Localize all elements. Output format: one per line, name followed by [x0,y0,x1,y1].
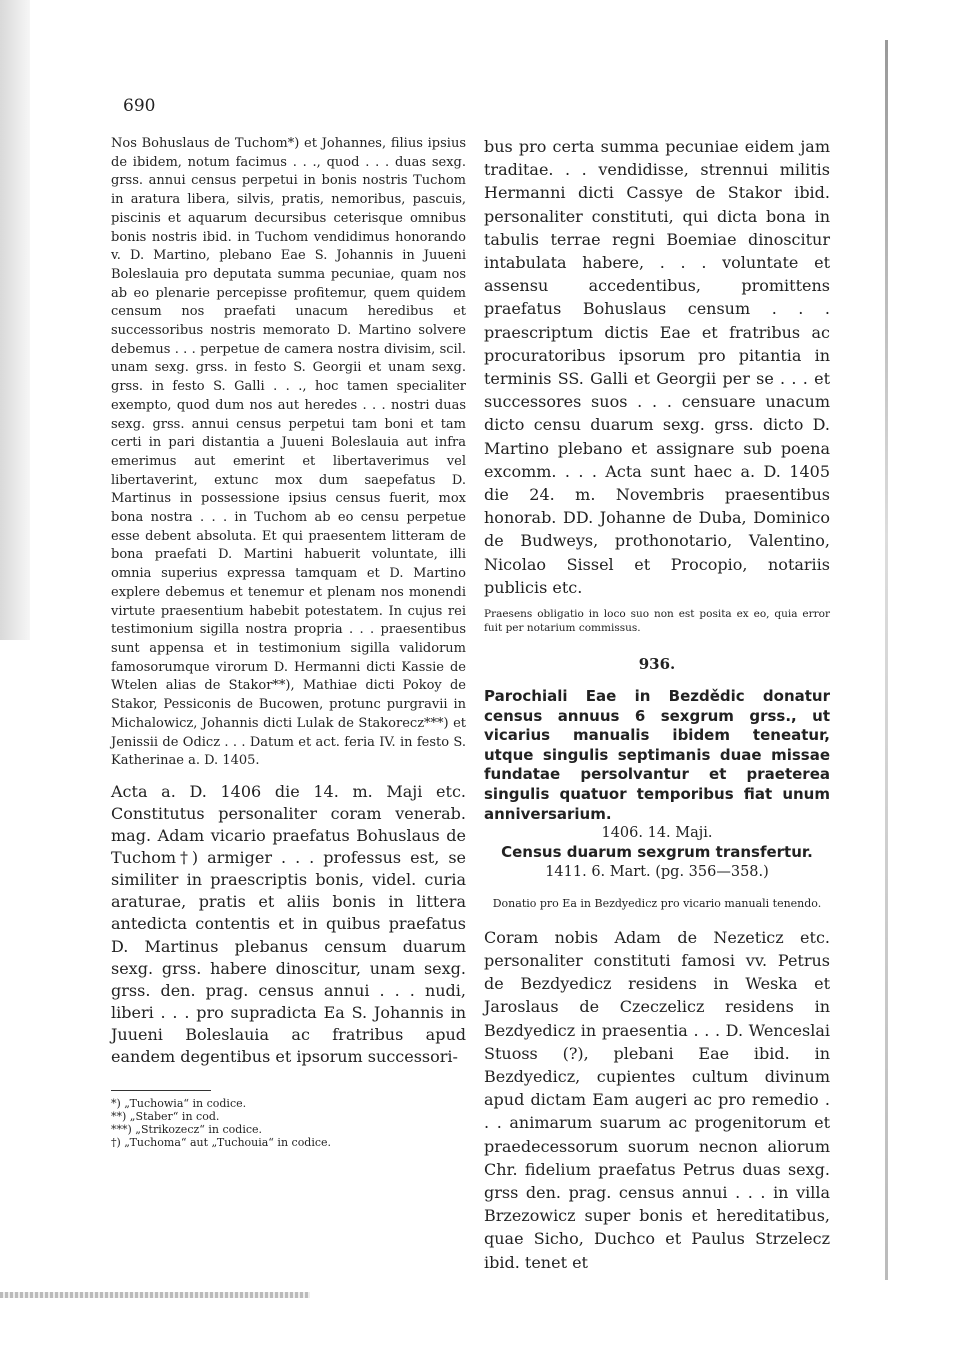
left-column [111,135,466,1149]
scan-artifact-bottom [0,1292,310,1298]
footnote: †) „Tuchoma“ aut „Tuchouia“ in codice. [111,1136,332,1150]
editorial-note: Praesens obligatio in loco suo non est posita ex eo, quia error fuit per notarium commissus. [484,608,830,635]
regest: Donatio pro Ea in Bezdyedicz pro vicario manuali tenendo. [492,896,822,910]
heading-date: 1406. 14. Maji. [601,825,713,842]
footnotes [111,1097,466,1149]
document-heading: Parochiali Eae in Bezdědic donatur census annuus 6 sexgrum grss., ut vicarius manualis ibidem teneatur, utque singulis septimanis duae missae fundatae persolvantur et praeterea singulis quatuor temporibus fiat unum anniversarium. [484,687,830,823]
scan-shadow-right [885,40,888,1280]
heading-transfer: Census duarum sexgrum transfertur. [501,843,813,862]
charter-text: Coram nobis Adam de Nezeticz etc. personaliter constituti famosi vv. Petrus de Bezdyedicz residens in Weska et Jaroslaus de Czeczelicz residens in Bezdyedicz in praesentia . . . D. Wenceslai Stuoss (?), plebani Eae ibid. in Bezdyedicz, cupientes cultum divinum apud dictam Eam augeri ac pro remedio . . . animarum suarum ac progenitorum et praedecessorum suorum necnon aliorum Chr. fidelium praefatus Petrus duas sexg. grss den. prag. census annui . . . in villa Brzezowicz super bonis et hereditatibus, quae Sicho, Duchco et Paulus Strzelecz ibid. tenet et [484,927,830,1272]
acta-paragraph: Acta a. D. 1406 die 14. m. Maji etc. Constitutus personaliter coram venerab. mag. Adam vicario praefatus Bohuslaus de Tuchom†) armiger . . . professus est, se similiter in praescriptis bonis, videl. curia araturae, pratis et aliis bonis in littera antedicta contentis et in quibus praefatus D. Martinus plebanus censum duarum sexg. grss. habere dinoscitur, unam sexg. grss. den. prag. census annui . . . nudi, liberi . . . pro supradicta Ea S. Johannis in Juueni Boleslauia ac fratribus apud eandem degentibus et ipsorum successori- [111,781,466,1067]
footnote: *) „Tuchowia“ in codice. [111,1097,247,1111]
heading-transfer-date: 1411. 6. Mart. (pg. 356—358.) [545,863,769,880]
footnote-rule [111,1090,211,1091]
scan-shadow-left [0,0,30,640]
footnote: ***) „Strikozecz“ in codice. [111,1123,262,1137]
footnote: **) „Staber“ in cod. [111,1110,220,1124]
right-column [484,135,830,1274]
document-number: 936. [638,655,676,674]
page-number: 690 [123,96,156,116]
continuation-paragraph: bus pro certa summa pecuniae eidem jam traditae. . . vendidisse, strennui militis Hermanni dicti Cassye de Stakor ibid. personaliter constituti, qui dicta bona in tabulis terrae regni Boemiae dinoscitur intabulata habere, . . . voluntate et assensu accedentibus, promittens praefatus Bohuslaus censum . . . praescriptum dictis Eae et fratribus ac procuratoribus ipsorum pro pitantia in terminis SS. Galli et Georgii per se . . . et successores suos . . . censuare unacum dicto censu duarum sexg. grss. dicto D. Martino plebano et assignare sub poena excomm. . . . Acta sunt haec a. D. 1405 die 24. m. Novembris praesentibus honorab. DD. Johanne de Duba, Dominico de Budweys, prothonotario, Valentino, Nicolao Sissel et Procopio, notariis publicis etc. [484,137,830,597]
charter-paragraph: Nos Bohuslaus de Tuchom*) et Johannes, filius ipsius de ibidem, notum facimus . . ., quod . . . duas sexg. grss. annui census perpetui in bonis nostris Tuchom in aratura libera, silvis, pratis, nemoribus, pascuis, piscinis et aquarum decursibus ceterisque omnibus bonis nostris ibid. in Tuchom vendidimus honorando v. D. Martino, plebano Eae S. Johannis in Juueni Boleslauia pro deputata summa pecuniae, quam nos ab eo plenarie percepisse profitemur, quem quidem censum nos praefati unacum heredibus et successoribus nostris memorato D. Martino solvere debemus . . . perpetue de camera nostra divisim, scil. unam sexg. grss. in festo S. Georgii et unam sexg. grss. in festo S. Galli . . ., hoc tamen specialiter exempto, quod dum nos aut heredes . . . nostri duas sexg. grss. annui census perpetui tam boni et tam certi in pari distantia a Juueni Boleslauia aut infra emerimus aut emerint et libertaverimus vel libertaverint, extunc mox dum saepefatus D. Martinus in possessione ipsius census fuerit, mox bona nostra . . . in Tuchom ab eo censu perpetue esse debent absoluta. Et qui praesentem litteram de bona praefati D. Martini habuerit voluntate, illi omnia superius expressa tamquam et D. Martino explere debemus et tenemur et plenam nos monendi virtute praesentium habebit potestatem. In cujus rei testimonium sigilla nostra propria . . . praesentibus sunt appensa et in testimonium sigilla validorum famosorumque virorum D. Hermanni dicti Kassie de Wtelen alias de Stakor**), Mathiae dicti Pokoy de Stakor, Pessiconis de Bucowen, protunc purgravii in Michalowicz, Johannis dicti Lulak de Stakorecz***) et Jenissii de Odicz . . . Datum et act. feria IV. in festo S. Katherinae a. D. 1405. [111,136,466,769]
